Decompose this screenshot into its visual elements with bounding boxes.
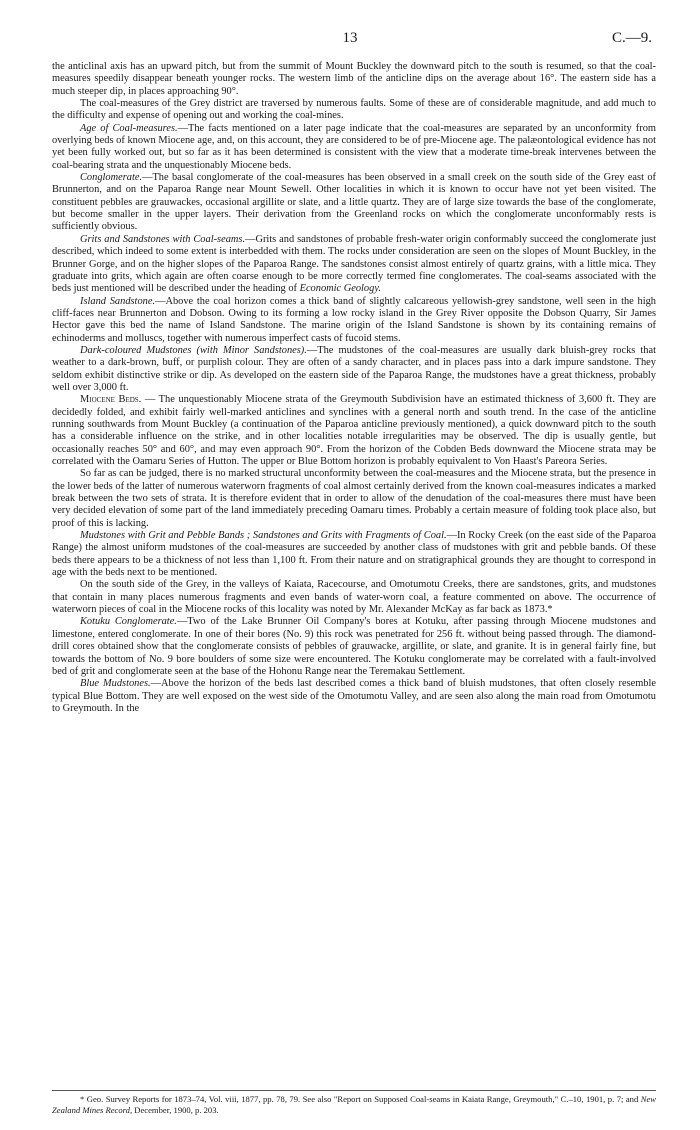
page-header [0,30,700,50]
footnote-divider [52,1090,656,1091]
paragraph-text: —Above the horizon of the beds last described comes a thick band of bluish mudstones, that often closely resemble typical Blue Bottom. They are well exposed on the west side of the Omotumotu Valley, and are seen also along the main road from Omotumotu to Greymouth. In the [52,678,656,714]
paragraph-text: —In Rocky Creek (on the east side of the Paparoa Range) the almost uniform mudstones of the coal-measures are succeeded by another class of mudstones with grit and pebble bands. Of these beds there appears to be a thickness of not less than 1,100 ft. From their nature and on stratigraphical grounds they are thought to correspond in age with the beds next to be mentioned. [52,530,656,579]
paragraph [52,234,656,296]
footnote-text: December, 1900, p. 203. [132,1104,219,1115]
paragraph-heading: Kotuku Conglomerate. [80,616,177,628]
paragraph-heading: Mudstones with Grit and Pebble Bands ; Sandstones and Grits with Fragments of Coal. [80,530,447,542]
footnote-paragraph [52,1094,656,1115]
paragraph-heading: Blue Mudstones. [80,678,151,690]
paragraph [52,98,656,123]
paragraph [52,172,656,234]
paragraph [52,61,656,98]
paragraph-heading: Island Sandstone. [80,295,156,307]
body-text [52,61,656,715]
paragraph [52,468,656,530]
paragraph-text: —Two of the Lake Brunner Oil Company's bores at Kotuku, after passing through Miocene mudstones and limestone, entered conglomerate. In one of their bores (No. 9) this rock was penetrated for 256 ft. without being passed through. The diamond-drill cores obtained show that the conglomerate consists of pebbles of grauwacke, argillite, or slate, and granite. It is in general fairly fine, but towards the bottom of No. 9 bore boulders of some size were encountered. The Kotuku conglomerate may be correlated with a fault-involved bed of grit and conglomerate seen at the base of the Hohonu Range near the Teremakau Settlement. [52,616,656,677]
paragraph-heading: Conglomerate. [80,172,143,184]
paragraph [52,345,656,394]
paragraph-text: — The unquestionably Miocene strata of the Greymouth Subdivision have an estimated thickness of 3,600 ft. They are decidedly folded, and exhibit fairly well-marked anticlines and synclines with a general north and south trend. In the case of the anticline running southwards from Mount Buckley (a continuation of the Paparoa anticline previously mentioned), a quick downward pitch to the south has a considerable influence on the strike, and in other localities notable irregularities may be observed. The dip is usually gentle, but occasionally reaches 50° and 60°, and may even approach 90°. From the horizon of the Cobden Beds downward the Miocene strata may be correlated with the Oamaru Series of Hutton. The upper or Blue Bottom horizon is probably equivalent to Von Haast's Pareora Series. [52,394,656,467]
paragraph-text: —Grits and sandstones of probable fresh-water origin conformably succeed the conglomerate just described, which indeed to some extent is interbedded with them. The rocks under consideration are seen on the slopes of Mount Buckley, in the Brunner Gorge, and on the higher slopes of the Paparoa Range. The sandstones consist almost entirely of quartz grains, with a little mica. They graduate into grits, which again are often coarse enough to be more correctly termed fine conglomerates. The coal-seams associated with the beds just mentioned will be described under the heading of [52,233,656,295]
paragraph [52,296,656,345]
paragraph-heading: Age of Coal-measures. [80,122,178,134]
paragraph-text: —Above the coal horizon comes a thick band of slightly calcareous yellowish-grey sandstone, well seen in the high cliff-faces near Brunnerton and Dobson. Owing to its forming a low rocky island in the Grey River opposite the Dobson Quarry, Sir James Hector gave this bed the name of Island Sandstone. The marine origin of the Island Sandstone is shown by its containing remains of echinoderms and molluscs, together with numerous imperfect casts of fucoid stems. [52,295,656,344]
paragraph-text: the anticlinal axis has an upward pitch, but from the summit of Mount Buckley the downward pitch to the south is resumed, so that the coal-measures speedily disappear beneath younger rocks. The western limb of the anticline dips on the average about 16°. The eastern side has a much steeper dip, in places approaching 90°. [52,61,656,97]
footnote-text: * Geo. Survey Reports for 1873–74, Vol. viii, 1877, pp. 78, 79. See also "Report on Supposed Coal-seams in Kaiata Range, Greymouth," C.–10, 1901, p. 7; and [80,1094,641,1104]
footnote-citation-title: New Zealand Mines Record, [52,1094,656,1115]
paragraph-text: On the south side of the Grey, in the valleys of Kaiata, Racecourse, and Omotumotu Creeks, there are sandstones, grits, and mudstones that contain in many places numerous fragments and even bands of water-worn coal, a feature commented on above. The occurrence of waterworn pieces of coal in the Miocene rocks of this locality was noted by Mr. Alexander McKay as far back as 1873.* [52,579,656,616]
paragraph [52,530,656,579]
paragraph [52,678,656,715]
paragraph [52,579,656,616]
paragraph-heading: Dark-coloured Mudstones (with Minor Sandstones). [80,344,307,356]
paragraph [52,123,656,172]
paragraph-text: —The basal conglomerate of the coal-measures has been observed in a small creek on the south side of the Grey east of Brunnerton, and on the Paparoa Range near Mount Sewell. Other localities in which it is known to occur have not yet been visited. The constituent pebbles are grauwackes, occasional argillite or slate, and a little quartz. They are of large size towards the base of the conglomerate, but become smaller in the upper layers. Their derivation from the Greenland rocks on which the conglomerate unconformably rests is sufficiently obvious. [52,172,656,233]
paragraph [52,394,656,468]
paragraph-text: The coal-measures of the Grey district are traversed by numerous faults. Some of these are of considerable magnitude, and add much to the difficulty and expense of opening out and working the coal-mines. [52,98,656,122]
session-code: C.—9. [611,30,652,46]
paragraph-heading: Miocene Beds. [80,394,142,406]
paragraph-text: —The mudstones of the coal-measures are usually dark bluish-grey rocks that weather to a dark-brown, buff, or purplish colour. They are often of a sandy character, and in places pass into a dark impure sandstone. They seldom exhibit distinctive strike or dip. As developed on the eastern side of the Paparoa Range, the mudstones have a great thickness, probably well over 3,000 ft. [52,344,656,393]
paragraph [52,616,656,678]
paragraph-text: So far as can be judged, there is no marked structural unconformity between the coal-measures and the Miocene strata, but the presence in the lower beds of the latter of numerous waterworn fragments of coal almost certainly derived from the known coal-measures indicates a marked break between the two sets of strata. It is therefore evident that in order to allow of the denudation of the coal-measures there must have been very decided elevation of some part of the land immediately preceding Oamaru times. Probably a certain measure of folding took place also, but proof of this is lacking. [52,468,656,529]
page-number: 13 [342,30,358,46]
paragraph-heading: Grits and Sandstones with Coal-seams. [80,233,246,245]
paragraph-heading: Economic Geology. [299,283,381,295]
footnote [52,1094,656,1115]
paragraph-text: —The facts mentioned on a later page indicate that the coal-measures are separated by an unconformity from overlying beds of known Miocene age, and, on this account, they are considered to be of pre-Miocene age. The palæontological evidence has not yet been fully worked out, but so far as it has been determined is consistent with the view that a moderate time-break intervenes between the coal-bearing strata and the unquestionably Miocene beds. [52,122,657,171]
